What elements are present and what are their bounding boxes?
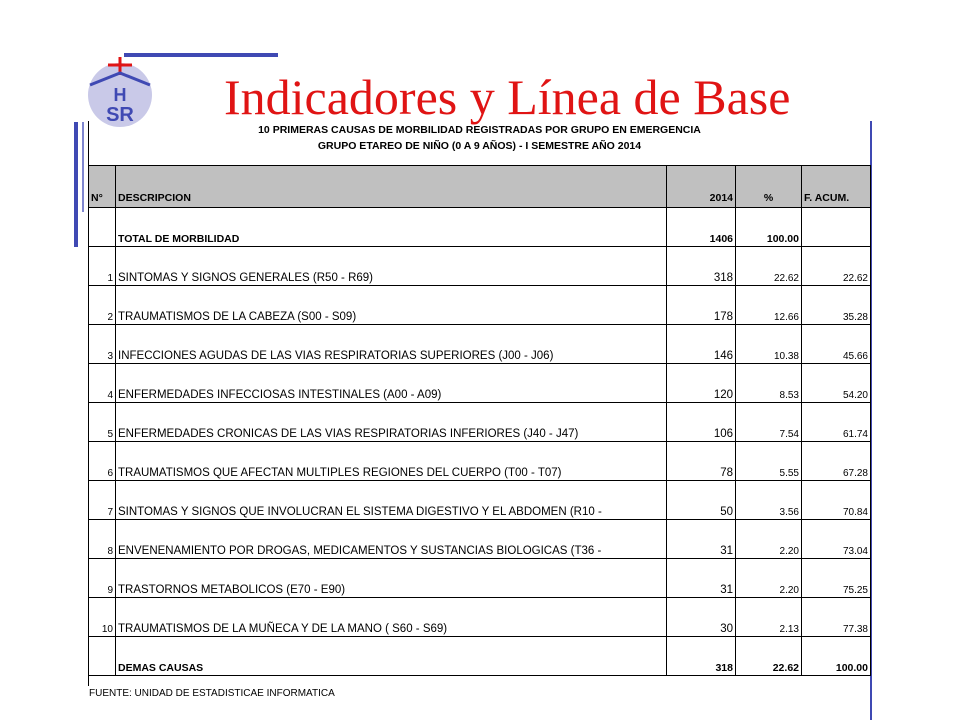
row-cumulative: 67.28 xyxy=(802,442,871,481)
row-percent: 3.56 xyxy=(736,481,802,520)
row-value: 50 xyxy=(667,481,736,520)
row-description: TRAUMATISMOS QUE AFECTAN MULTIPLES REGIONES DEL CUERPO (T00 - T07) xyxy=(116,442,667,481)
row-description: ENFERMEDADES CRONICAS DE LAS VIAS RESPIRATORIAS INFERIORES (J40 - J47) xyxy=(116,403,667,442)
row-percent: 10.38 xyxy=(736,325,802,364)
total-pct: 100.00 xyxy=(736,208,802,247)
table-row xyxy=(89,325,871,364)
row-percent: 5.55 xyxy=(736,442,802,481)
table-row xyxy=(89,559,871,598)
row-description: TRAUMATISMOS DE LA CABEZA (S00 - S09) xyxy=(116,286,667,325)
row-cumulative: 75.25 xyxy=(802,559,871,598)
table-row xyxy=(89,364,871,403)
row-value: 178 xyxy=(667,286,736,325)
row-percent: 2.20 xyxy=(736,559,802,598)
row-description: ENFERMEDADES INFECCIOSAS INTESTINALES (A00 - A09) xyxy=(116,364,667,403)
row-description: ENVENENAMIENTO POR DROGAS, MEDICAMENTOS Y SUSTANCIAS BIOLOGICAS (T36 - xyxy=(116,520,667,559)
col-header-acum: F. ACUM. xyxy=(802,166,871,208)
others-acum: 100.00 xyxy=(802,637,871,676)
total-n xyxy=(89,208,116,247)
row-value: 120 xyxy=(667,364,736,403)
total-acum xyxy=(802,208,871,247)
row-percent: 7.54 xyxy=(736,403,802,442)
col-header-n: N° xyxy=(89,166,116,208)
page-title: Indicadores y Línea de Base xyxy=(224,69,791,125)
row-number: 2 xyxy=(89,286,116,325)
others-row xyxy=(89,637,871,676)
row-number: 1 xyxy=(89,247,116,286)
table-row xyxy=(89,286,871,325)
table-row xyxy=(89,481,871,520)
row-number: 6 xyxy=(89,442,116,481)
row-description: TRAUMATISMOS DE LA MUÑECA Y DE LA MANO ( S60 - S69) xyxy=(116,598,667,637)
table-row xyxy=(89,247,871,286)
hospital-logo xyxy=(82,55,158,132)
total-value: 1406 xyxy=(667,208,736,247)
others-value: 318 xyxy=(667,637,736,676)
row-cumulative: 45.66 xyxy=(802,325,871,364)
row-cumulative: 70.84 xyxy=(802,481,871,520)
row-cumulative: 35.28 xyxy=(802,286,871,325)
row-number: 9 xyxy=(89,559,116,598)
row-description: INFECCIONES AGUDAS DE LAS VIAS RESPIRATORIAS SUPERIORES (J00 - J06) xyxy=(116,325,667,364)
row-value: 31 xyxy=(667,559,736,598)
table-row xyxy=(89,403,871,442)
row-cumulative: 22.62 xyxy=(802,247,871,286)
col-header-year: 2014 xyxy=(667,166,736,208)
row-number: 5 xyxy=(89,403,116,442)
accent-bar-left-inner xyxy=(82,122,84,212)
others-pct: 22.62 xyxy=(736,637,802,676)
row-value: 31 xyxy=(667,520,736,559)
col-header-desc: DESCRIPCION xyxy=(116,166,667,208)
row-number: 7 xyxy=(89,481,116,520)
table-row xyxy=(89,442,871,481)
row-percent: 2.20 xyxy=(736,520,802,559)
row-cumulative: 54.20 xyxy=(802,364,871,403)
row-number: 4 xyxy=(89,364,116,403)
row-value: 30 xyxy=(667,598,736,637)
accent-bar-left xyxy=(74,122,78,247)
row-description: TRASTORNOS METABOLICOS (E70 - E90) xyxy=(116,559,667,598)
table-row xyxy=(89,598,871,637)
table-heading-line2: GRUPO ETAREO DE NIÑO (0 A 9 AÑOS) - I SEMESTRE AÑO 2014 xyxy=(317,140,642,152)
row-percent: 8.53 xyxy=(736,364,802,403)
row-percent: 12.66 xyxy=(736,286,802,325)
row-percent: 2.13 xyxy=(736,598,802,637)
table-row xyxy=(89,520,871,559)
row-description: SINTOMAS Y SIGNOS GENERALES (R50 - R69) xyxy=(116,247,667,286)
svg-text:H: H xyxy=(113,85,127,105)
row-value: 106 xyxy=(667,403,736,442)
svg-text:SR: SR xyxy=(106,104,134,126)
table-heading-line1: 10 PRIMERAS CAUSAS DE MORBILIDAD REGISTRADAS POR GRUPO EN EMERGENCIA xyxy=(258,124,701,136)
row-cumulative: 77.38 xyxy=(802,598,871,637)
row-value: 78 xyxy=(667,442,736,481)
others-label: DEMAS CAUSAS xyxy=(116,637,667,676)
col-header-pct: % xyxy=(736,166,802,208)
row-value: 318 xyxy=(667,247,736,286)
source-footer: FUENTE: UNIDAD DE ESTADISTICAE INFORMATICA xyxy=(89,688,335,699)
row-number: 10 xyxy=(89,598,116,637)
row-cumulative: 73.04 xyxy=(802,520,871,559)
row-value: 146 xyxy=(667,325,736,364)
total-row xyxy=(89,208,871,247)
row-cumulative: 61.74 xyxy=(802,403,871,442)
row-percent: 22.62 xyxy=(736,247,802,286)
row-description: SINTOMAS Y SIGNOS QUE INVOLUCRAN EL SISTEMA DIGESTIVO Y EL ABDOMEN (R10 - xyxy=(116,481,667,520)
others-n xyxy=(89,637,116,676)
total-label: TOTAL DE MORBILIDAD xyxy=(116,208,667,247)
table-header-row xyxy=(89,166,871,208)
morbidity-table xyxy=(88,165,871,676)
row-number: 8 xyxy=(89,520,116,559)
row-number: 3 xyxy=(89,325,116,364)
